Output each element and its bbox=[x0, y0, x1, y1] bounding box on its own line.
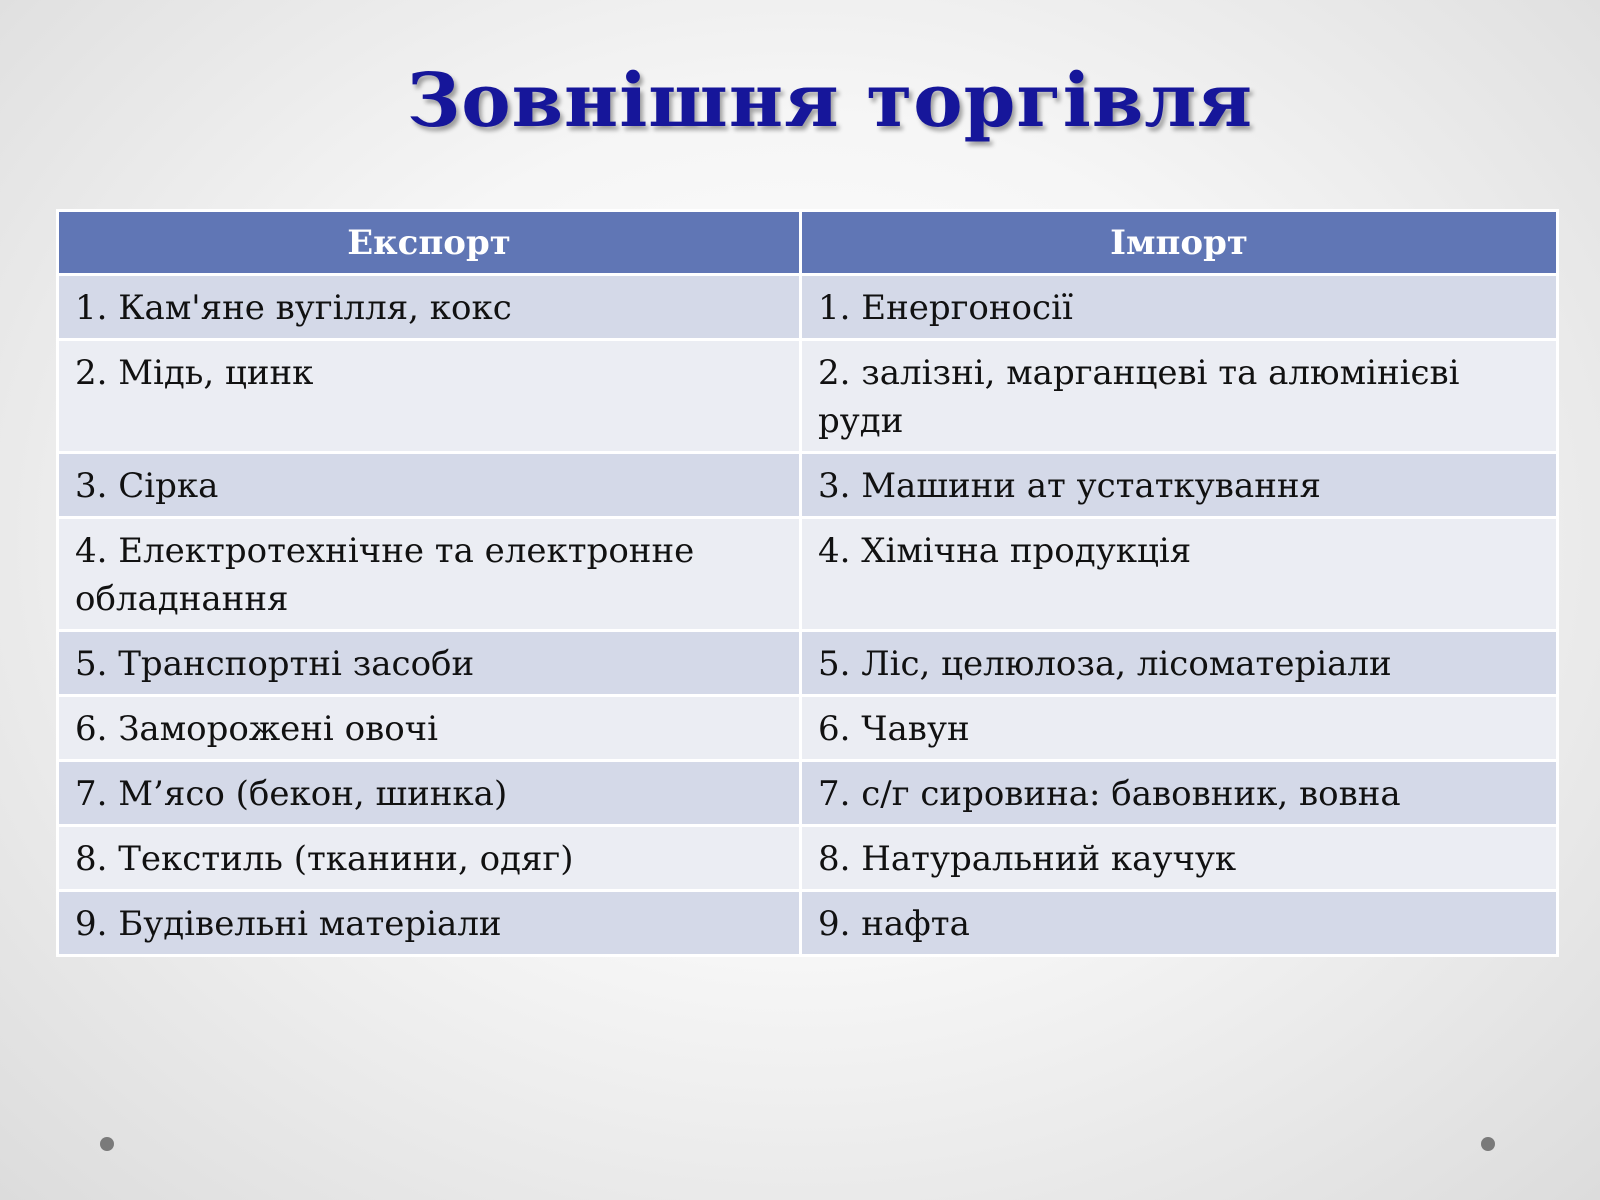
import-cell: 9. нафта bbox=[801, 891, 1558, 956]
import-cell: 6. Чавун bbox=[801, 696, 1558, 761]
export-cell: 9. Будівельні матеріали bbox=[58, 891, 801, 956]
import-cell: 8. Натуральний каучук bbox=[801, 826, 1558, 891]
export-cell: 1. Кам'яне вугілля, кокс bbox=[58, 275, 801, 340]
import-cell: 3. Машини ат устаткування bbox=[801, 453, 1558, 518]
table-row bbox=[58, 275, 1558, 340]
export-cell: 8. Текстиль (тканини, одяг) bbox=[58, 826, 801, 891]
export-cell: 2. Мідь, цинк bbox=[58, 340, 801, 453]
import-cell: 4. Хімічна продукція bbox=[801, 518, 1558, 631]
export-cell: 3. Сірка bbox=[58, 453, 801, 518]
slide-title: Зовнішня торгівля bbox=[406, 58, 1254, 144]
table-row bbox=[58, 518, 1558, 631]
export-cell: 4. Електротехнічне та електронне обладнання bbox=[58, 518, 801, 631]
table-row bbox=[58, 631, 1558, 696]
import-cell: 2. залізні, марганцеві та алюмінієві руди bbox=[801, 340, 1558, 453]
table-row bbox=[58, 453, 1558, 518]
table-row bbox=[58, 761, 1558, 826]
table-row bbox=[58, 340, 1558, 453]
bullet-dot-icon bbox=[100, 1137, 114, 1151]
table-row bbox=[58, 826, 1558, 891]
import-cell: 7. с/г сировина: бавовник, вовна bbox=[801, 761, 1558, 826]
export-cell: 5. Транспортні засоби bbox=[58, 631, 801, 696]
import-cell: 1. Енергоносії bbox=[801, 275, 1558, 340]
bullet-dot-icon bbox=[1481, 1137, 1495, 1151]
export-cell: 7. М’ясо (бекон, шинка) bbox=[58, 761, 801, 826]
table-header-row bbox=[58, 211, 1558, 275]
header-import: Імпорт bbox=[801, 211, 1558, 275]
import-cell: 5. Ліс, целюлоза, лісоматеріали bbox=[801, 631, 1558, 696]
table-row bbox=[58, 891, 1558, 956]
table-row bbox=[58, 696, 1558, 761]
trade-table bbox=[56, 209, 1559, 957]
header-export: Експорт bbox=[58, 211, 801, 275]
export-cell: 6. Заморожені овочі bbox=[58, 696, 801, 761]
